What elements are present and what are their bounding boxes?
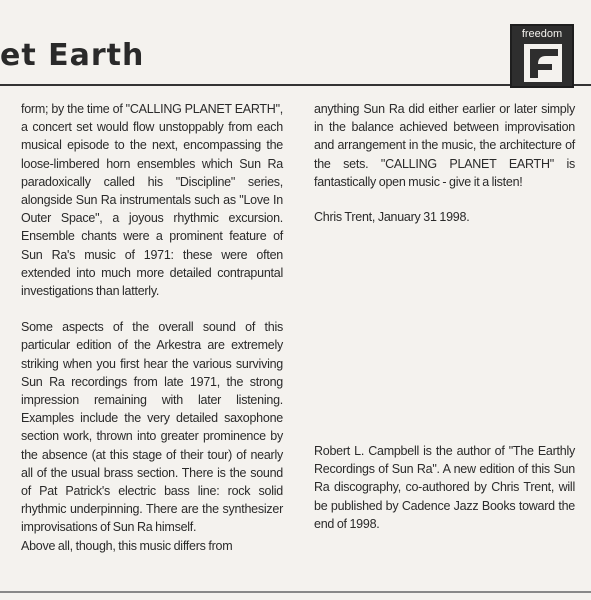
header-rule	[0, 84, 591, 86]
bottom-rule	[0, 591, 591, 593]
freedom-f-icon	[524, 44, 562, 82]
left-paragraph-1: form; by the time of "CALLING PLANET EARTH", a concert set would flow unstoppably from each musical episode to the next, encompassing the loose-limbered horn ensembles which Sun Ra paradoxically called his "Discipline" series, alongside Sun Ra instrumentals such as "Love In Outer Space", a joyous rhythmic excursion. Ensemble chants were a prominent feature of Sun Ra's music of 1971: these were often extended into much more detailed contrapuntal investigations than latterly.	[21, 102, 283, 299]
left-paragraph-3: Above all, though, this music differs from	[21, 538, 233, 553]
bio-text: Robert L. Campbell is the author of "The Earthly Recordings of Sun Ra". A new edition of this Sun Ra discography, co-authored by Chris Trent, will be published by Cadence Jazz Books toward the end of 1998.	[314, 444, 575, 531]
author-bio	[314, 442, 575, 533]
page-title: et Earth	[0, 38, 145, 73]
left-column	[21, 100, 283, 555]
right-column	[314, 100, 575, 226]
freedom-logo	[510, 24, 574, 88]
left-paragraph-2: Some aspects of the overall sound of this particular edition of the Arkestra are extremely striking when you first hear the various surviving Sun Ra recordings from late 1971, the strong impression remaining with later listening. Examples include the very detailed saxophone section work, thrown into greater prominence by the absence (at this stage of their tour) of nearly all of the usual brass section. There is the sound of Pat Patrick's electric bass line: rock solid rhythmic underpinning. There are the synthesizer improvisations of Sun Ra himself.	[21, 320, 283, 535]
logo-text: freedom	[521, 28, 563, 40]
signature: Chris Trent, January 31 1998.	[314, 210, 470, 225]
right-paragraph-1: anything Sun Ra did either earlier or later simply in the balance achieved between improvisation and arrangement in the music, the architecture of the sets. "CALLING PLANET EARTH" is fantastically open music - give it a listen!	[314, 102, 575, 189]
